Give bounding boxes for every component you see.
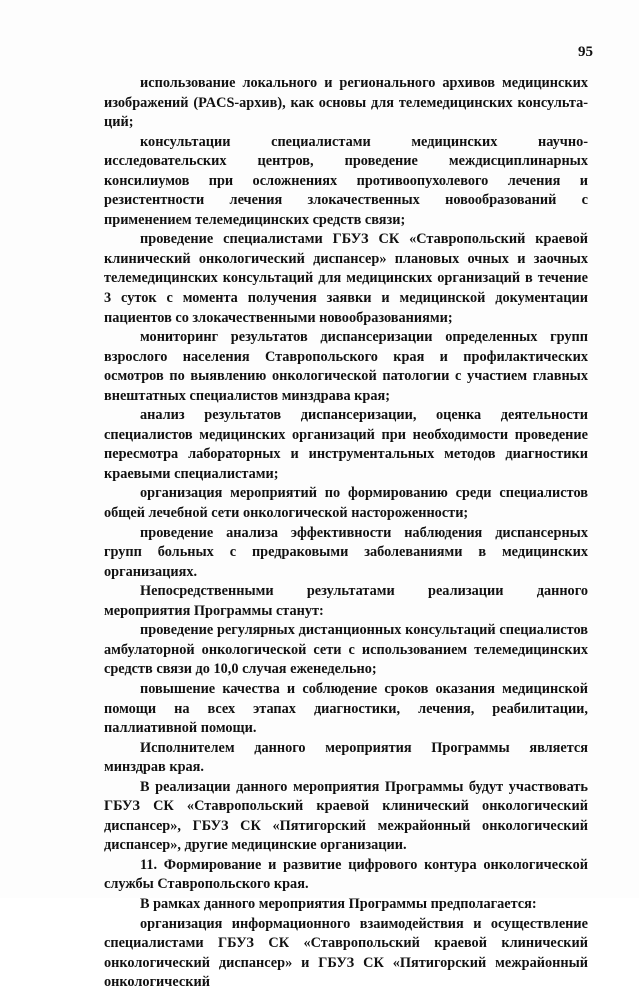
paragraph: Исполнителем данного мероприятия Программы является минздрав края.: [104, 739, 588, 776]
paragraph: повышение качества и соблюдение сроков оказания медицинской помощи на всех этапах диагностики, лечения, реабилитации, паллиативной помощи.: [104, 680, 588, 737]
paragraph: анализ результатов диспансеризации, оценка деятельности специалистов медицинских организаций при необходимости проведение пересмотра лабораторных и инструментальных методов диагностики краевыми специалистами;: [104, 407, 588, 482]
paragraph: мониторинг результатов диспансеризации определенных групп взрослого населения Ставропольского края и профилактических осмотров по выявлению онкологической патологии с участием главных внештатных специалистов минздрава края;: [104, 329, 588, 404]
section-heading: 11. Формирование и развитие цифрового контура онкологической службы Ставропольского края.: [104, 856, 588, 893]
paragraph: В рамках данного мероприятия Программы предполагается:: [140, 895, 537, 912]
paragraph: использование локального и регионального архивов медицинских изображений (PACS-архив), как основы для телемедицинских консульта-ций;: [104, 75, 588, 131]
page-body: [104, 74, 588, 993]
paragraph: организация мероприятий по формированию среди специалистов общей лечебной сети онкологической настороженности;: [104, 485, 588, 522]
paragraph: проведение анализа эффективности наблюдения диспансерных групп больных с предраковыми заболеваниями в медицинских организациях.: [104, 524, 588, 580]
paragraph: консультации специалистами медицинских научно-исследовательских центров, проведение междисциплинарных консилиумов при осложнениях противоопухолевого лечения и резистентности лечения злокачественных новообразований с применением телемедицинских средств связи;: [104, 133, 588, 228]
paragraph: организация информационного взаимодействия и осуществление специалистами ГБУЗ СК «Ставропольский краевой клинический онкологический диспансер» и ГБУЗ СК «Пятигорский межрайонный онкологический: [104, 915, 588, 991]
paragraph: В реализации данного мероприятия Программы будут участвовать ГБУЗ СК «Ставропольский краевой клинический онкологический диспансер», ГБУЗ СК «Пятигорский межрайонный онкологический диспансер», другие медицинские организации.: [104, 778, 588, 854]
paragraph: Непосредственными результатами реализации данного мероприятия Программы станут:: [104, 583, 588, 619]
page-number: 95: [578, 44, 593, 60]
paragraph: проведение специалистами ГБУЗ СК «Ставропольский краевой клинический онкологический диспансер» плановых очных и заочных телемедицинских консультаций для медицинских организаций в течение 3 суток с момента получения заявки и медицинской документации пациентов со злокачественными новообразованиями;: [104, 231, 588, 326]
paragraph: проведение регулярных дистанционных консультаций специалистов амбулаторной онкологической сети с использованием телемедицинских средств связи до 10,0 случая еженедельно;: [104, 622, 588, 678]
